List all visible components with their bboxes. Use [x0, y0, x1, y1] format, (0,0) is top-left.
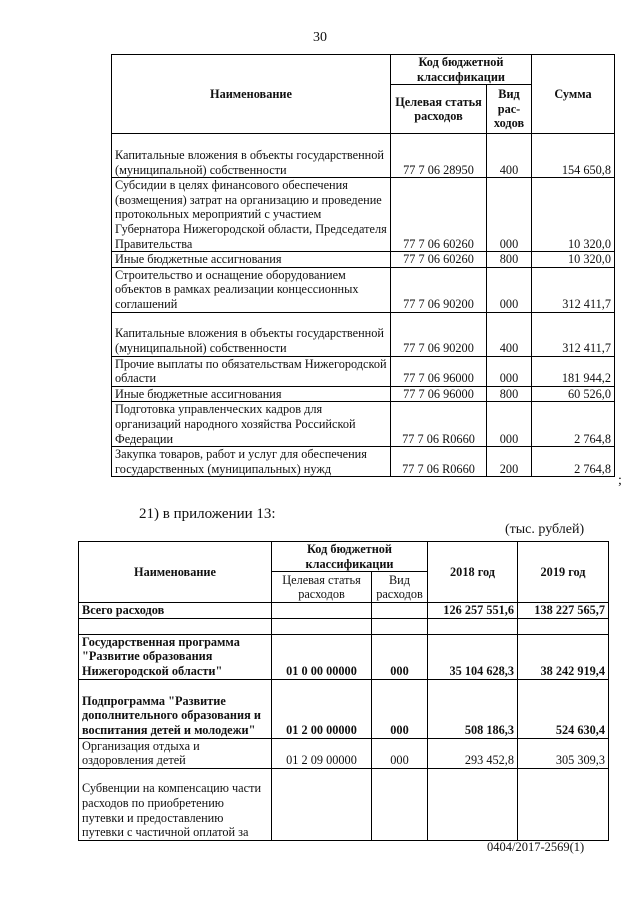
table2-cell-name: Подпрограмма "Развитие дополнительного образования и воспитания детей и молодежи": [79, 679, 272, 738]
table2-cell-type: [372, 768, 428, 840]
header-target-article: Целевая статья расходов: [391, 85, 487, 134]
table-row: [112, 386, 615, 402]
table1-cell-type: 800: [487, 252, 532, 268]
table2-cell-code: 01 0 00 00000: [272, 634, 372, 679]
table-row: [112, 267, 615, 312]
table-row: [79, 679, 609, 738]
header-target-article-2: Целевая статья расходов: [272, 572, 372, 603]
table2-cell-name: Государственная программа "Развитие образования Нижегородской области": [79, 634, 272, 679]
table1-cell-sum: 312 411,7: [532, 312, 615, 356]
table-row: [112, 312, 615, 356]
table2-cell-2019: 38 242 919,4: [518, 634, 609, 679]
header-2019: 2019 год: [518, 542, 609, 603]
table1-cell-sum: 10 320,0: [532, 178, 615, 252]
table1-cell-code: 77 7 06 28950: [391, 134, 487, 178]
page-number: 30: [313, 30, 327, 45]
empty-row: [79, 618, 609, 634]
table1-cell-code: 77 7 06 60260: [391, 178, 487, 252]
table1-cell-name: Капитальные вложения в объекты государственной (муниципальной) собственности: [112, 134, 391, 178]
header-2018: 2018 год: [428, 542, 518, 603]
table1-cell-sum: 181 944,2: [532, 356, 615, 386]
table-row: [112, 178, 615, 252]
trailing-semicolon: ;: [618, 473, 622, 488]
table1-cell-sum: 60 526,0: [532, 386, 615, 402]
header-sum: Сумма: [532, 55, 615, 134]
table1-cell-code: 77 7 06 R0660: [391, 447, 487, 477]
table2-cell-2018: [428, 768, 518, 840]
table-row: [112, 447, 615, 477]
table-row: [112, 252, 615, 268]
table1-cell-sum: 2 764,8: [532, 402, 615, 447]
header-expense-type-2: Вид расходов: [372, 572, 428, 603]
table1-cell-type: 800: [487, 386, 532, 402]
table1-cell-sum: 10 320,0: [532, 252, 615, 268]
table1-cell-type: 000: [487, 402, 532, 447]
table2-cell-type: 000: [372, 634, 428, 679]
table1-cell-code: 77 7 06 90200: [391, 267, 487, 312]
table1-cell-name: Капитальные вложения в объекты государственной (муниципальной) собственности: [112, 312, 391, 356]
table-row: [79, 634, 609, 679]
table2-cell-code: [272, 768, 372, 840]
table2-cell-type: 000: [372, 738, 428, 768]
table2-cell-2019: [518, 768, 609, 840]
table1-cell-type: 000: [487, 178, 532, 252]
table2-cell-2018: 508 186,3: [428, 679, 518, 738]
total-code: [272, 603, 372, 619]
table2-cell-2018: 35 104 628,3: [428, 634, 518, 679]
total-type: [372, 603, 428, 619]
table-row: [112, 402, 615, 447]
document-code: 0404/2017-2569(1): [487, 840, 585, 854]
table-row: [112, 134, 615, 178]
table1-cell-code: 77 7 06 60260: [391, 252, 487, 268]
table1-cell-name: Закупка товаров, работ и услуг для обеспечения государственных (муниципальных) нужд: [112, 447, 391, 477]
total-row: [79, 603, 609, 619]
table1-cell-sum: 154 650,8: [532, 134, 615, 178]
table1-cell-name: Иные бюджетные ассигнования: [112, 252, 391, 268]
table1-cell-code: 77 7 06 90200: [391, 312, 487, 356]
budget-table-continuation: [111, 54, 615, 477]
header-expense-type: Вид рас-ходов: [487, 85, 532, 134]
table1-cell-name: Подготовка управленческих кадров для организаций народного хозяйства Российской Федерации: [112, 402, 391, 447]
table-row: [79, 768, 609, 840]
table1-cell-name: Субсидии в целях финансового обеспечения (возмещения) затрат на организацию и проведение протокольных мероприятий с участием Губернатора Нижегородской области, Председателя Правительства: [112, 178, 391, 252]
header-name: Наименование: [112, 55, 391, 134]
total-2019: 138 227 565,7: [518, 603, 609, 619]
table1-cell-code: 77 7 06 96000: [391, 356, 487, 386]
table1-cell-sum: 2 764,8: [532, 447, 615, 477]
table1-cell-code: 77 7 06 96000: [391, 386, 487, 402]
table2-cell-2019: 305 309,3: [518, 738, 609, 768]
header-code-group-2: Код бюджетной классификации: [272, 542, 428, 572]
table1-cell-type: 400: [487, 134, 532, 178]
units-label: (тыс. рублей): [505, 522, 585, 537]
appendix-13-table: [78, 541, 609, 841]
table-row: [79, 738, 609, 768]
table2-cell-2018: 293 452,8: [428, 738, 518, 768]
table2-cell-code: 01 2 09 00000: [272, 738, 372, 768]
table1-cell-name: Иные бюджетные ассигнования: [112, 386, 391, 402]
total-label: Всего расходов: [79, 603, 272, 619]
table2-cell-name: Организация отдыха и оздоровления детей: [79, 738, 272, 768]
header-code-group: Код бюджетной классификации: [391, 55, 532, 85]
table1-cell-code: 77 7 06 R0660: [391, 402, 487, 447]
table1-cell-name: Прочие выплаты по обязательствам Нижегородской области: [112, 356, 391, 386]
total-2018: 126 257 551,6: [428, 603, 518, 619]
table2-cell-type: 000: [372, 679, 428, 738]
table1-cell-type: 000: [487, 356, 532, 386]
table2-cell-2019: 524 630,4: [518, 679, 609, 738]
table1-cell-type: 000: [487, 267, 532, 312]
section-heading: 21) в приложении 13:: [139, 506, 276, 522]
header-name-2: Наименование: [79, 542, 272, 603]
table2-cell-name: Субвенции на компенсацию части расходов по приобретению путевки и предоставлению путевки с частичной оплатой за: [79, 768, 272, 840]
table1-cell-sum: 312 411,7: [532, 267, 615, 312]
table2-cell-code: 01 2 00 00000: [272, 679, 372, 738]
table1-cell-type: 400: [487, 312, 532, 356]
table1-cell-type: 200: [487, 447, 532, 477]
table1-cell-name: Строительство и оснащение оборудованием объектов в рамках реализации концессионных соглашений: [112, 267, 391, 312]
table-row: [112, 356, 615, 386]
